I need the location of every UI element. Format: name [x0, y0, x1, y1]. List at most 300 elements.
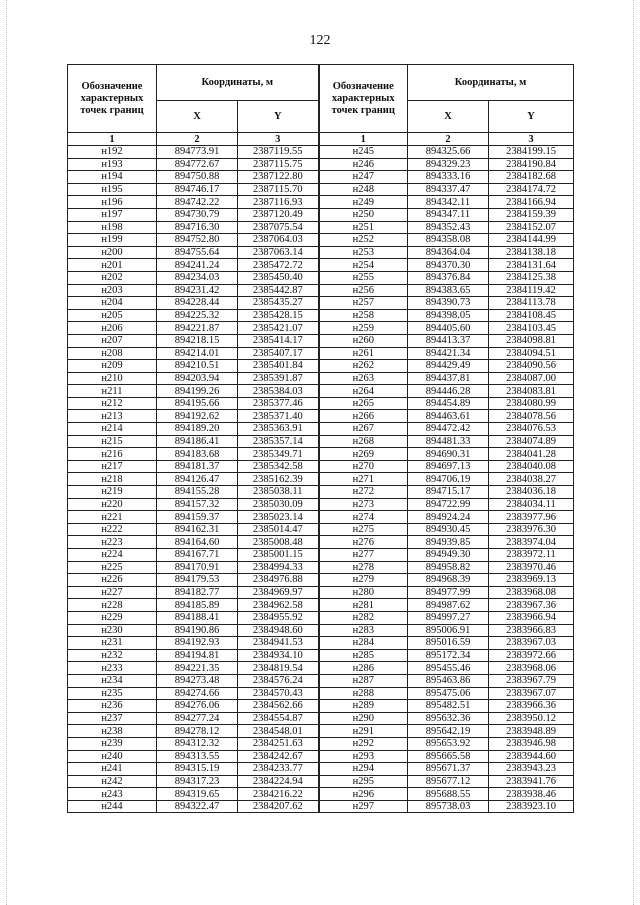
y-value: 2384087.00	[489, 372, 574, 385]
x-value: 894195.66	[157, 397, 238, 410]
point-id: н213	[68, 410, 157, 423]
point-id: н200	[68, 246, 157, 259]
point-id: н292	[319, 737, 408, 750]
table-row	[68, 473, 574, 486]
x-value: 895677.12	[408, 775, 489, 788]
y-value: 2385357.14	[238, 435, 319, 448]
x-value: 894949.30	[408, 549, 489, 562]
y-value: 2384969.97	[238, 586, 319, 599]
y-value: 2383969.13	[489, 574, 574, 587]
point-id: н260	[319, 334, 408, 347]
table-row	[68, 385, 574, 398]
x-value: 895688.55	[408, 788, 489, 801]
point-id: н294	[319, 763, 408, 776]
point-id: н252	[319, 234, 408, 247]
y-value: 2385428.15	[238, 309, 319, 322]
table-row	[68, 423, 574, 436]
x-value: 894162.31	[157, 523, 238, 536]
x-value: 894167.71	[157, 549, 238, 562]
y-value: 2384941.53	[238, 637, 319, 650]
point-id: н258	[319, 309, 408, 322]
table-row	[68, 523, 574, 536]
y-value: 2384242.67	[238, 750, 319, 763]
point-id: н237	[68, 712, 157, 725]
x-value: 894278.12	[157, 725, 238, 738]
point-id: н210	[68, 372, 157, 385]
table-row	[68, 171, 574, 184]
table-row	[68, 599, 574, 612]
y-value: 2384554.87	[238, 712, 319, 725]
table-row	[68, 322, 574, 335]
point-id: н202	[68, 271, 157, 284]
x-value: 894987.62	[408, 599, 489, 612]
table-row	[68, 637, 574, 650]
table-row	[68, 775, 574, 788]
point-id: н274	[319, 511, 408, 524]
table-row	[68, 284, 574, 297]
x-value: 894157.32	[157, 498, 238, 511]
table-row	[68, 448, 574, 461]
point-id: н279	[319, 574, 408, 587]
x-value: 894221.87	[157, 322, 238, 335]
y-value: 2387115.75	[238, 158, 319, 171]
y-value: 2384174.72	[489, 183, 574, 196]
y-value: 2385371.40	[238, 410, 319, 423]
table-row	[68, 146, 574, 159]
y-value: 2384199.15	[489, 146, 574, 159]
y-value: 2385407.17	[238, 347, 319, 360]
x-value: 895665.58	[408, 750, 489, 763]
table-row	[68, 750, 574, 763]
point-id: н255	[319, 271, 408, 284]
x-value: 894155.28	[157, 486, 238, 499]
point-id: н283	[319, 624, 408, 637]
x-value: 894716.30	[157, 221, 238, 234]
y-value: 2384144.99	[489, 234, 574, 247]
point-id: н221	[68, 511, 157, 524]
y-value: 2384216.22	[238, 788, 319, 801]
point-id: н263	[319, 372, 408, 385]
x-value: 894472.42	[408, 423, 489, 436]
col-number: 1	[68, 133, 157, 146]
point-id: н285	[319, 649, 408, 662]
x-value: 894194.81	[157, 649, 238, 662]
x-value: 895632.36	[408, 712, 489, 725]
table-row	[68, 397, 574, 410]
point-id: н269	[319, 448, 408, 461]
y-value: 2383948.89	[489, 725, 574, 738]
y-value: 2384131.64	[489, 259, 574, 272]
table-row	[68, 788, 574, 801]
y-value: 2387075.54	[238, 221, 319, 234]
x-value: 894421.34	[408, 347, 489, 360]
point-id: н296	[319, 788, 408, 801]
y-value: 2385377.46	[238, 397, 319, 410]
x-value: 894383.65	[408, 284, 489, 297]
table-row	[68, 208, 574, 221]
y-value: 2383923.10	[489, 800, 574, 813]
x-value: 894347.11	[408, 208, 489, 221]
table-row	[68, 586, 574, 599]
x-value: 894413.37	[408, 334, 489, 347]
y-value: 2384138.18	[489, 246, 574, 259]
point-id: н276	[319, 536, 408, 549]
y-value: 2383976.30	[489, 523, 574, 536]
x-value: 895475.06	[408, 687, 489, 700]
y-value: 2385421.07	[238, 322, 319, 335]
point-id: н193	[68, 158, 157, 171]
y-value: 2384570.43	[238, 687, 319, 700]
point-id: н245	[319, 146, 408, 159]
x-value: 894446.28	[408, 385, 489, 398]
table-row	[68, 763, 574, 776]
y-value: 2384152.07	[489, 221, 574, 234]
y-value: 2384080.99	[489, 397, 574, 410]
point-id: н223	[68, 536, 157, 549]
y-value: 2384955.92	[238, 611, 319, 624]
x-value: 894390.73	[408, 297, 489, 310]
x-value: 894772.67	[157, 158, 238, 171]
table-row	[68, 234, 574, 247]
y-value: 2384074.89	[489, 435, 574, 448]
y-value: 2383967.03	[489, 637, 574, 650]
x-value: 894342.11	[408, 196, 489, 209]
y-value: 2384040.08	[489, 460, 574, 473]
x-value: 895642.19	[408, 725, 489, 738]
x-value: 894364.04	[408, 246, 489, 259]
x-value: 894706.19	[408, 473, 489, 486]
table-row	[68, 360, 574, 373]
point-id: н293	[319, 750, 408, 763]
y-value: 2384041.28	[489, 448, 574, 461]
x-value: 894722.99	[408, 498, 489, 511]
point-id: н218	[68, 473, 157, 486]
x-value: 895455.46	[408, 662, 489, 675]
x-value: 895006.91	[408, 624, 489, 637]
y-value: 2383967.79	[489, 674, 574, 687]
y-value: 2383972.11	[489, 549, 574, 562]
y-value: 2384548.01	[238, 725, 319, 738]
y-value: 2383944.60	[489, 750, 574, 763]
col-number: 2	[157, 133, 238, 146]
point-id: н286	[319, 662, 408, 675]
x-value: 894930.45	[408, 523, 489, 536]
table-row	[68, 800, 574, 813]
x-value: 894773.91	[157, 146, 238, 159]
col-number: 3	[238, 133, 319, 146]
col-number: 1	[319, 133, 408, 146]
y-value: 2384076.53	[489, 423, 574, 436]
point-id: н282	[319, 611, 408, 624]
table-row	[68, 460, 574, 473]
point-id: н211	[68, 385, 157, 398]
y-value: 2385001.15	[238, 549, 319, 562]
table-row	[68, 561, 574, 574]
table-row	[68, 725, 574, 738]
y-value: 2383938.46	[489, 788, 574, 801]
point-id: н226	[68, 574, 157, 587]
x-value: 894221.35	[157, 662, 238, 675]
y-value: 2385023.14	[238, 511, 319, 524]
x-value: 894463.61	[408, 410, 489, 423]
table-row	[68, 536, 574, 549]
y-value: 2385384.03	[238, 385, 319, 398]
y-value: 2383967.36	[489, 599, 574, 612]
x-value: 894273.48	[157, 674, 238, 687]
table-row	[68, 611, 574, 624]
y-value: 2385363.91	[238, 423, 319, 436]
y-value: 2387063.14	[238, 246, 319, 259]
x-value: 894210.51	[157, 360, 238, 373]
x-header-left: X	[157, 101, 238, 133]
y-value: 2384233.77	[238, 763, 319, 776]
x-value: 894188.41	[157, 611, 238, 624]
x-value: 894968.39	[408, 574, 489, 587]
table-row	[68, 712, 574, 725]
point-id: н220	[68, 498, 157, 511]
x-value: 894218.15	[157, 334, 238, 347]
point-id: н287	[319, 674, 408, 687]
x-value: 894179.53	[157, 574, 238, 587]
x-value: 894185.89	[157, 599, 238, 612]
y-value: 2384103.45	[489, 322, 574, 335]
point-id: н242	[68, 775, 157, 788]
x-value: 894481.33	[408, 435, 489, 448]
point-id: н215	[68, 435, 157, 448]
y-value: 2384038.27	[489, 473, 574, 486]
point-id: н256	[319, 284, 408, 297]
point-id: н203	[68, 284, 157, 297]
x-value: 894358.08	[408, 234, 489, 247]
point-id: н261	[319, 347, 408, 360]
y-value: 2384125.38	[489, 271, 574, 284]
point-id: н229	[68, 611, 157, 624]
y-value: 2387115.70	[238, 183, 319, 196]
point-id: н277	[319, 549, 408, 562]
y-value: 2384098.81	[489, 334, 574, 347]
y-value: 2384108.45	[489, 309, 574, 322]
x-value: 894437.81	[408, 372, 489, 385]
x-value: 894958.82	[408, 561, 489, 574]
x-header-right: X	[408, 101, 489, 133]
y-value: 2384224.94	[238, 775, 319, 788]
table-row	[68, 687, 574, 700]
y-value: 2384976.88	[238, 574, 319, 587]
point-id: н271	[319, 473, 408, 486]
point-id: н249	[319, 196, 408, 209]
x-value: 894370.30	[408, 259, 489, 272]
x-value: 894924.24	[408, 511, 489, 524]
x-value: 894690.31	[408, 448, 489, 461]
point-id: н231	[68, 637, 157, 650]
point-id: н291	[319, 725, 408, 738]
y-value: 2385450.40	[238, 271, 319, 284]
point-id: н280	[319, 586, 408, 599]
y-value: 2384819.54	[238, 662, 319, 675]
point-id: н207	[68, 334, 157, 347]
x-value: 894329.23	[408, 158, 489, 171]
x-value: 894319.65	[157, 788, 238, 801]
x-value: 894126.47	[157, 473, 238, 486]
y-value: 2383966.36	[489, 700, 574, 713]
x-value: 894231.42	[157, 284, 238, 297]
point-id: н246	[319, 158, 408, 171]
y-value: 2384090.56	[489, 360, 574, 373]
table-row	[68, 498, 574, 511]
point-id: н196	[68, 196, 157, 209]
point-id: н225	[68, 561, 157, 574]
point-id: н251	[319, 221, 408, 234]
point-id: н247	[319, 171, 408, 184]
point-id: н295	[319, 775, 408, 788]
x-value: 894352.43	[408, 221, 489, 234]
y-value: 2384182.68	[489, 171, 574, 184]
col-number: 3	[489, 133, 574, 146]
table-row	[68, 662, 574, 675]
point-id: н267	[319, 423, 408, 436]
designation-header-left: Обозначение характерных точек границ	[68, 65, 157, 133]
table-row	[68, 259, 574, 272]
y-value: 2383943.23	[489, 763, 574, 776]
y-value: 2384166.94	[489, 196, 574, 209]
table-row	[68, 624, 574, 637]
point-id: н228	[68, 599, 157, 612]
x-value: 894750.88	[157, 171, 238, 184]
point-id: н209	[68, 360, 157, 373]
y-value: 2384190.84	[489, 158, 574, 171]
x-value: 894225.32	[157, 309, 238, 322]
point-id: н281	[319, 599, 408, 612]
point-id: н268	[319, 435, 408, 448]
y-value: 2383966.94	[489, 611, 574, 624]
point-id: н259	[319, 322, 408, 335]
y-header-left: Y	[238, 101, 319, 133]
y-value: 2385349.71	[238, 448, 319, 461]
y-value: 2385442.87	[238, 284, 319, 297]
table-row	[68, 511, 574, 524]
y-value: 2384159.39	[489, 208, 574, 221]
point-id: н206	[68, 322, 157, 335]
x-value: 894164.60	[157, 536, 238, 549]
y-value: 2383946.98	[489, 737, 574, 750]
x-value: 894192.93	[157, 637, 238, 650]
y-value: 2385472.72	[238, 259, 319, 272]
x-value: 894697.13	[408, 460, 489, 473]
point-id: н198	[68, 221, 157, 234]
x-value: 894159.37	[157, 511, 238, 524]
col-number: 2	[408, 133, 489, 146]
y-value: 2383977.96	[489, 511, 574, 524]
y-value: 2383972.66	[489, 649, 574, 662]
y-value: 2383941.76	[489, 775, 574, 788]
y-value: 2383950.12	[489, 712, 574, 725]
point-id: н241	[68, 763, 157, 776]
x-value: 894312.32	[157, 737, 238, 750]
table-row	[68, 649, 574, 662]
point-id: н208	[68, 347, 157, 360]
x-value: 894234.03	[157, 271, 238, 284]
point-id: н273	[319, 498, 408, 511]
y-value: 2383968.06	[489, 662, 574, 675]
y-value: 2387064.03	[238, 234, 319, 247]
point-id: н236	[68, 700, 157, 713]
table-row	[68, 271, 574, 284]
x-value: 894977.99	[408, 586, 489, 599]
point-id: н253	[319, 246, 408, 259]
point-id: н254	[319, 259, 408, 272]
point-id: н240	[68, 750, 157, 763]
x-value: 894313.55	[157, 750, 238, 763]
x-value: 894190.86	[157, 624, 238, 637]
point-id: н257	[319, 297, 408, 310]
point-id: н199	[68, 234, 157, 247]
table-row	[68, 674, 574, 687]
point-id: н194	[68, 171, 157, 184]
x-value: 894755.64	[157, 246, 238, 259]
point-id: н212	[68, 397, 157, 410]
point-id: н219	[68, 486, 157, 499]
x-value: 894228.44	[157, 297, 238, 310]
point-id: н201	[68, 259, 157, 272]
x-value: 895653.92	[408, 737, 489, 750]
table-row	[68, 410, 574, 423]
point-id: н235	[68, 687, 157, 700]
x-value: 894170.91	[157, 561, 238, 574]
point-id: н264	[319, 385, 408, 398]
y-value: 2384034.11	[489, 498, 574, 511]
y-value: 2384562.66	[238, 700, 319, 713]
x-value: 894325.66	[408, 146, 489, 159]
point-id: н270	[319, 460, 408, 473]
point-id: н297	[319, 800, 408, 813]
x-value: 895738.03	[408, 800, 489, 813]
y-value: 2385342.58	[238, 460, 319, 473]
y-value: 2384207.62	[238, 800, 319, 813]
point-id: н217	[68, 460, 157, 473]
table-row	[68, 334, 574, 347]
point-id: н238	[68, 725, 157, 738]
coordinates-header-right: Координаты, м	[408, 65, 574, 101]
x-value: 894454.89	[408, 397, 489, 410]
table-row	[68, 486, 574, 499]
point-id: н250	[319, 208, 408, 221]
x-value: 894715.17	[408, 486, 489, 499]
page-number: 122	[309, 33, 331, 48]
x-value: 894315.19	[157, 763, 238, 776]
y-value: 2387119.55	[238, 146, 319, 159]
y-value: 2385401.84	[238, 360, 319, 373]
x-value: 894183.68	[157, 448, 238, 461]
point-id: н248	[319, 183, 408, 196]
y-value: 2385038.11	[238, 486, 319, 499]
y-value: 2385435.27	[238, 297, 319, 310]
point-id: н205	[68, 309, 157, 322]
y-value: 2385391.87	[238, 372, 319, 385]
point-id: н232	[68, 649, 157, 662]
x-value: 894730.79	[157, 208, 238, 221]
x-value: 894276.06	[157, 700, 238, 713]
x-value: 894192.62	[157, 410, 238, 423]
x-value: 894742.22	[157, 196, 238, 209]
table-row	[68, 435, 574, 448]
y-value: 2387122.80	[238, 171, 319, 184]
point-id: н239	[68, 737, 157, 750]
y-value: 2384036.18	[489, 486, 574, 499]
point-id: н266	[319, 410, 408, 423]
x-value: 895671.37	[408, 763, 489, 776]
table-row	[68, 221, 574, 234]
x-value: 894322.47	[157, 800, 238, 813]
